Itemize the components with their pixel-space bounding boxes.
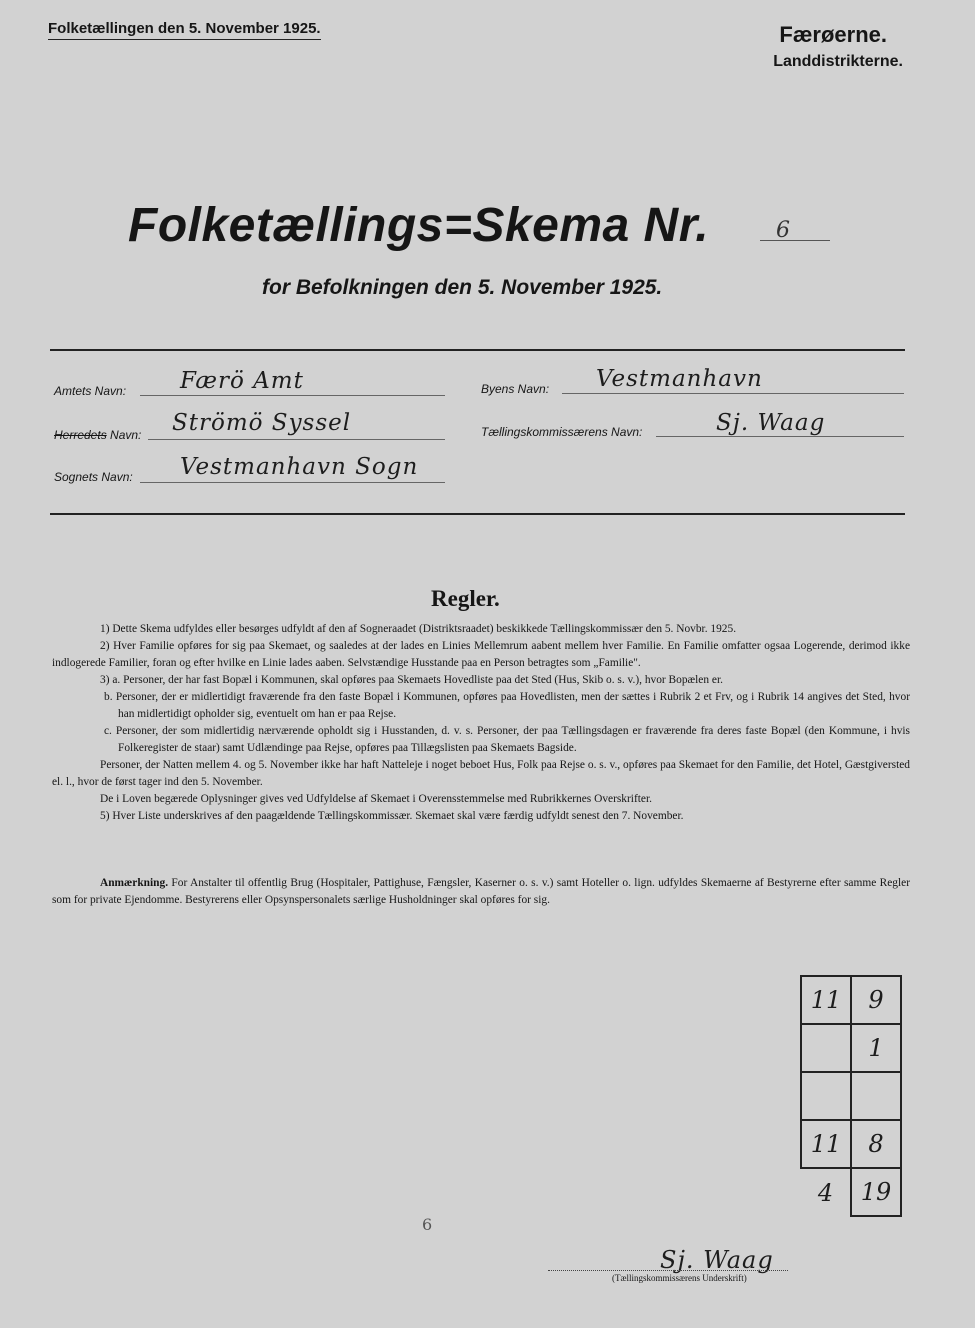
tally-row xyxy=(801,1072,901,1120)
amt-line xyxy=(140,395,445,396)
sogn-value: Vestmanhavn Sogn xyxy=(180,454,419,480)
amt-value: Færö Amt xyxy=(180,368,304,394)
tally-row xyxy=(801,1168,901,1216)
rules-heading: Regler. xyxy=(431,586,500,611)
rule-3a: 3) a. Personer, der har fast Bopæl i Kommunen, skal opføres paa Skemaets Hovedliste paa det Sted (Hus, Skib o. s. v.), hvor Bopælen er. xyxy=(100,674,723,686)
tally-cell: 1 xyxy=(851,1024,901,1072)
annotation-label: Anmærkning. xyxy=(100,877,169,889)
tally-cell: 8 xyxy=(851,1120,901,1168)
rule-4: Personer, der Natten mellem 4. og 5. November ikke har haft Natteleje i noget beboet Hus, Folk paa Rejse o. s. v., opføres paa Skemaet for den Familie, det Hotel, Gæstgiversted el. l., hvor de først tager ind den 5. November. xyxy=(52,759,910,788)
tally-cell: 4 xyxy=(817,1178,834,1207)
form-number-handwritten: 6 xyxy=(776,218,790,243)
kommissaer-label: Tællingskommissærens Navn: xyxy=(481,425,643,439)
tally-cell xyxy=(801,1072,851,1120)
header-region: Færøerne. xyxy=(779,22,887,47)
divider-bottom xyxy=(50,513,905,515)
divider-top xyxy=(50,349,905,351)
annotation-text: For Anstalter til offentlig Brug (Hospitaler, Pattighuse, Fængsler, Kaserner o. s. v.) samt Hoteller o. lign. udfyldes Skemaerne af Bestyrerne efter samme Regler som for private Ejendomme. Bestyrerens eller Opsynspersonalets særlige Husholdninger skal opføres for sig. xyxy=(52,877,910,906)
header-census-date: Folketællingen den 5. November 1925. xyxy=(48,20,321,40)
signature-handwritten: Sj. Waag xyxy=(660,1246,774,1274)
amt-label: Amtets Navn: xyxy=(54,384,127,398)
rules-text xyxy=(52,621,910,825)
tally-cell: 19 xyxy=(851,1168,901,1216)
rule-1: 1) Dette Skema udfyldes eller besørges udfyldt af den af Sogneraadet (Distriktsraadet) beskikkede Tællingskommissær den 5. Novbr. 1925. xyxy=(100,623,737,635)
tally-cell: 11 xyxy=(801,1120,851,1168)
herred-label xyxy=(54,428,141,442)
form-title: Folketællings=Skema Nr. xyxy=(128,199,710,252)
sogn-line xyxy=(140,482,445,483)
herred-line xyxy=(148,439,445,440)
tally-cell xyxy=(851,1072,901,1120)
tally-cell: 11 xyxy=(801,976,851,1024)
herred-label-rest: Navn: xyxy=(106,428,142,442)
kommissaer-line xyxy=(656,436,904,437)
stray-handwritten-mark: 6 xyxy=(422,1215,433,1234)
signature-line xyxy=(548,1270,788,1271)
by-label: Byens Navn: xyxy=(481,382,550,396)
rule-3c: c. Personer, der som midlertidig nærværende opholdt sig i Husstanden, d. v. s. Personer, der paa Tællingsdagen er fraværende fra deres faste Bopæl (den Kommune, i hvis Folkeregister de staar) samt Udlændinge paa Rejse, opføres paa Tillægslisten paa Skemaets Bagside. xyxy=(104,725,910,754)
rule-3b: b. Personer, der er midlertidigt fraværende fra den faste Bopæl i Kommunen, opføres paa Hovedlisten, men der sættes i Rubrik 2 et Frv, og i Rubrik 14 angives det Sted, hvor han midlertidigt opholder sig, eventuelt om han er paa Rejse. xyxy=(104,691,910,720)
tally-row xyxy=(801,976,901,1024)
form-number-line xyxy=(760,240,830,241)
rule-5: De i Loven begærede Oplysninger gives ved Udfyldelse af Skemaet i Overensstemmelse med Rubrikkernes Overskrifter. xyxy=(100,793,652,805)
header-district: Landdistrikterne. xyxy=(773,53,903,70)
signature-caption: (Tællingskommissærens Underskrift) xyxy=(612,1273,747,1283)
tally-table xyxy=(800,975,902,1217)
kommissaer-value: Sj. Waag xyxy=(716,410,826,436)
annotation-note xyxy=(52,875,910,909)
by-line xyxy=(562,393,904,394)
tally-cell: 9 xyxy=(851,976,901,1024)
form-subtitle: for Befolkningen den 5. November 1925. xyxy=(262,276,663,299)
tally-row xyxy=(801,1120,901,1168)
rule-6: 5) Hver Liste underskrives af den paagældende Tællingskommissær. Skemaet skal være færdig udfyldt senest den 7. November. xyxy=(100,810,684,822)
tally-row xyxy=(801,1024,901,1072)
rule-2: 2) Hver Familie opføres for sig paa Skemaet, og saaledes at der lades en Linies Mellemrum aabent mellem hver Familie. En Familie omfatter ogsaa Logerende, derimod ikke indlogerede Familier, foran og efter hvilke en Linie lades aaben. Selvstændige Husstande paa en Person betragtes som „Familie". xyxy=(52,640,910,669)
herred-value: Strömö Syssel xyxy=(172,410,352,436)
herred-label-struck: Herredets xyxy=(54,428,107,442)
by-value: Vestmanhavn xyxy=(596,366,763,392)
tally-cell xyxy=(801,1024,851,1072)
sogn-label: Sognets Navn: xyxy=(54,470,133,484)
